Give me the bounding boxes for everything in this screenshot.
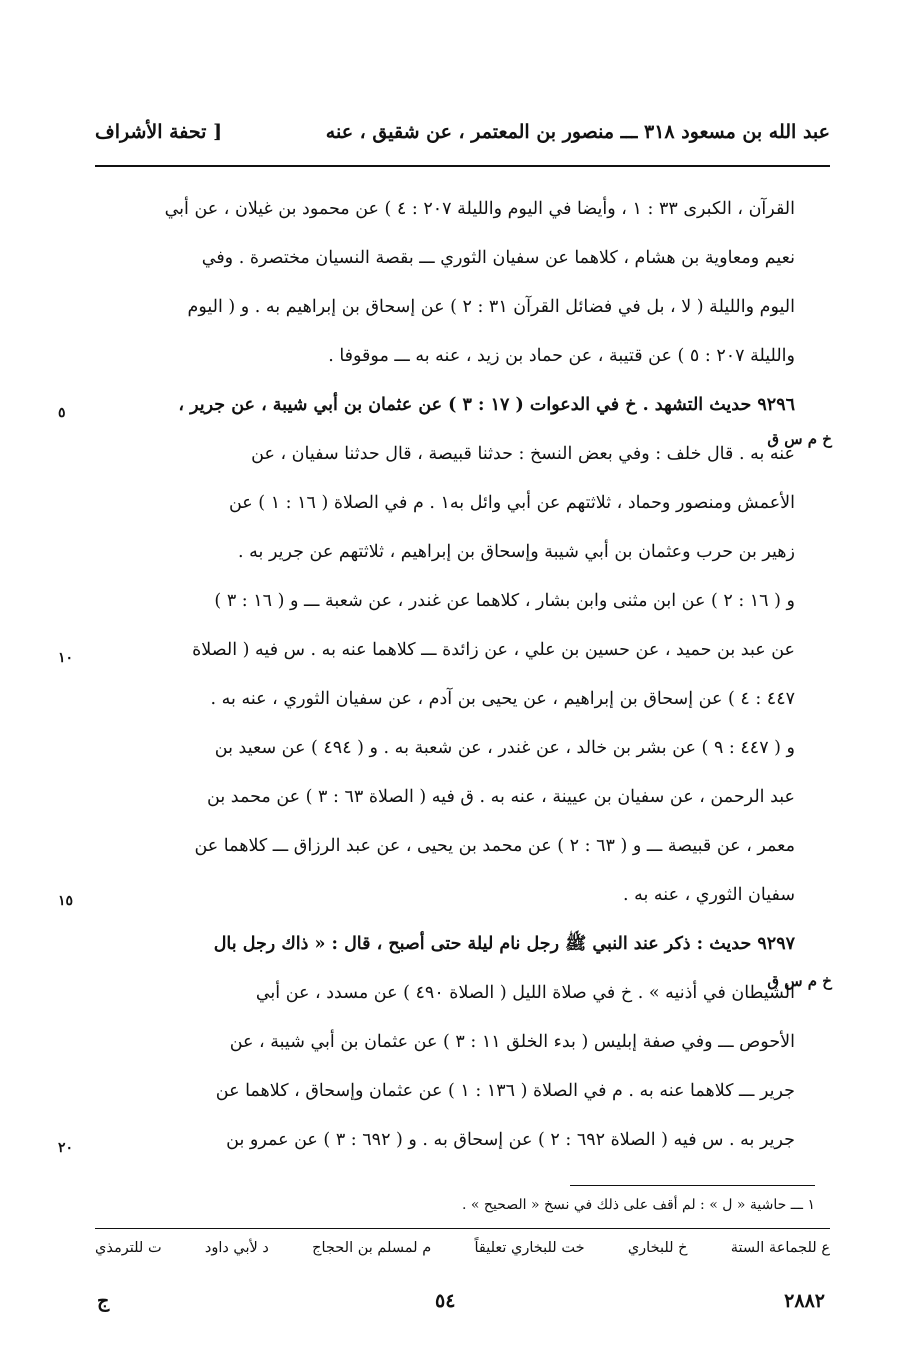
hadith-9296-heading-line: ٩٢٩٦ حديث التشهد . خ في الدعوات ( ١٧ : ٣ ) عن عثمان بن أبي شيبة ، عن جرير ، xyxy=(178,395,795,415)
text-line: عن عبد بن حميد ، عن حسين بن علي ، عن زائدة ـــ كلاهما عنه به . س فيه ( الصلاة xyxy=(192,640,795,660)
text-line: الأحوص ـــ وفي صفة إبليس ( بدء الخلق ١١ : ٣ ) عن عثمان بن أبي شيبة ، عن xyxy=(229,1032,795,1052)
legend-item: خت للبخاري تعليقاً xyxy=(474,1240,585,1256)
legend-item: م لمسلم بن الحجاج xyxy=(312,1240,432,1256)
legend-item: خ للبخاري xyxy=(627,1240,688,1256)
text-line: و ( ٤٤٧ : ٩ ) عن بشر بن خالد ، عن غندر ، عن شعبة به . و ( ٤٩٤ ) عن سعيد بن xyxy=(214,738,795,758)
main-text xyxy=(95,185,795,1165)
footnote: ١ ـــ حاشية « ل » : لم أقف على ذلك في نسخ « الصحيح » . xyxy=(461,1197,815,1213)
legend-item: ت للترمذي xyxy=(95,1240,162,1256)
sigla-9297: خ م س ق xyxy=(767,972,832,990)
page-number: ٥٤ xyxy=(435,1290,456,1312)
text-line: جرير به . س فيه ( الصلاة ٦٩٢ : ٢ ) عن إسحاق به . و ( ٦٩٢ : ٣ ) عن عمرو بن xyxy=(226,1130,795,1150)
line-number-10: ١٠ xyxy=(58,650,74,666)
footnote-rule xyxy=(570,1185,815,1186)
line-number-20: ٢٠ xyxy=(58,1140,74,1156)
text-line: زهير بن حرب وعثمان بن أبي شيبة وإسحاق بن إبراهيم ، ثلاثتهم عن جرير به . xyxy=(238,542,795,562)
text-line: الأعمش ومنصور وحماد ، ثلاثتهم عن أبي وائل به١ . م في الصلاة ( ١٦ : ١ ) عن xyxy=(228,493,795,513)
text-line: ٤٤٧ : ٤ ) عن إسحاق بن إبراهيم ، عن يحيى بن آدم ، عن سفيان الثوري ، عنه به . xyxy=(210,689,795,709)
text-line: عنه به . قال خلف : وفي بعض النسخ : حدثنا قبيصة ، قال حدثنا سفيان ، عن xyxy=(251,444,795,464)
header-rule xyxy=(95,165,830,167)
text-line: اليوم والليلة ( لا ، بل في فضائل القرآن ٣١ : ٢ ) عن إسحاق بن إبراهيم به . و ( اليوم xyxy=(187,297,795,317)
legend-item: د لأبي داود xyxy=(204,1240,269,1256)
text-line: القرآن ، الكبرى ٣٣ : ١ ، وأيضا في اليوم والليلة ٢٠٧ : ٤ ) عن محمود بن غيلان ، عن أبي xyxy=(164,199,795,219)
text-line: معمر ، عن قبيصة ـــ و ( ٦٣ : ٢ ) عن محمد بن يحيى ، عن عبد الرزاق ـــ كلاهما عن xyxy=(194,836,795,856)
running-header xyxy=(95,112,830,152)
text-line: والليلة ٢٠٧ : ٥ ) عن قتيبة ، عن حماد بن زيد ، عنه به ـــ موقوفا . xyxy=(328,346,795,366)
line-number-15: ١٥ xyxy=(58,893,74,909)
line-number-5: ٥ xyxy=(58,405,66,421)
text-line: و ( ١٦ : ٢ ) عن ابن مثنى وابن بشار ، كلاهما عن غندر ، عن شعبة ـــ و ( ١٦ : ٣ ) xyxy=(214,591,795,611)
page-footer xyxy=(95,1290,830,1320)
text-line: سفيان الثوري ، عنه به . xyxy=(622,885,795,905)
legend-rule xyxy=(95,1228,830,1229)
header-right-title: عبد الله بن مسعود ٣١٨ ـــ منصور بن المعتمر ، عن شقيق ، عنه xyxy=(325,121,830,143)
volume-code: ٢٨٨٢ xyxy=(784,1290,825,1312)
header-left-title: [ تحفة الأشراف xyxy=(95,121,223,143)
text-line: الشيطان في أذنيه » . خ في صلاة الليل ( الصلاة ٤٩٠ ) عن مسدد ، عن أبي xyxy=(255,983,795,1003)
hadith-9297-heading-line: ٩٢٩٧ حديث : ذكر عند النبي ﷺ رجل نام ليلة حتى أصبح ، قال : « ذاك رجل بال xyxy=(213,934,795,954)
sigla-9296: خ م س ق xyxy=(767,430,832,448)
legend-item: ع للجماعة الستة xyxy=(730,1240,830,1256)
text-line: نعيم ومعاوية بن هشام ، كلاهما عن سفيان الثوري ـــ بقصة النسيان مختصرة . وفي xyxy=(201,248,795,268)
text-line: جرير ـــ كلاهما عنه به . م في الصلاة ( ١٣٦ : ١ ) عن عثمان وإسحاق ، كلاهما عن xyxy=(215,1081,795,1101)
signature-mark: ج xyxy=(97,1290,110,1312)
text-line: عبد الرحمن ، عن سفيان بن عيينة ، عنه به . ق فيه ( الصلاة ٦٣ : ٣ ) عن محمد بن xyxy=(207,787,795,807)
abbreviation-legend xyxy=(95,1240,830,1270)
